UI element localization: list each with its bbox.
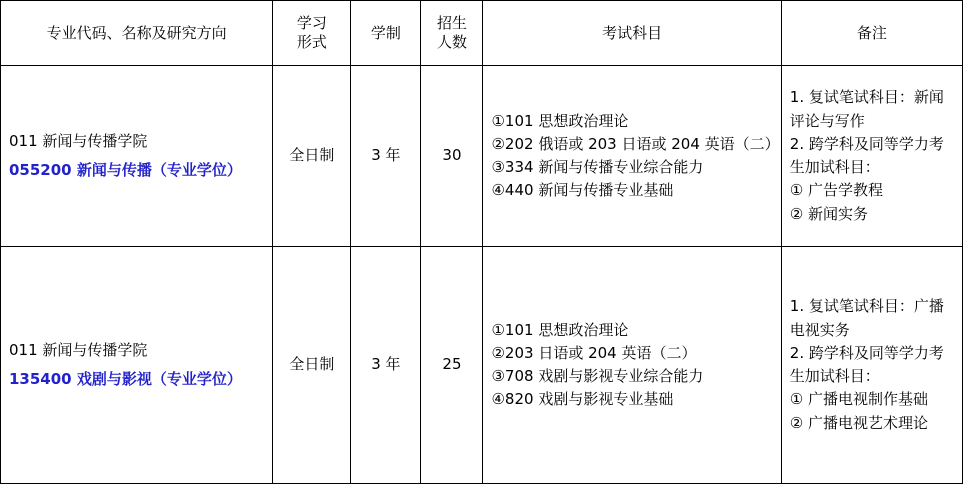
header-quota: [421, 1, 483, 66]
header-subjects-line1: 考试科目: [602, 23, 663, 42]
subject-item: ④440 新闻与传播专业基础: [491, 181, 674, 200]
length-cell: 3 年: [351, 66, 421, 247]
header-quota-line1: 招生: [436, 14, 467, 33]
subject-item: ④820 戏剧与影视专业基础: [491, 390, 674, 409]
remark-item: ① 广告学教程: [789, 181, 883, 200]
remark-item: 1. 复试笔试科目：广播电视实务: [789, 297, 944, 339]
major-name: 135400 戏剧与影视（专业学位）: [9, 369, 242, 388]
remarks-cell: [781, 66, 962, 247]
table-header-row: [1, 1, 963, 66]
header-length: [351, 1, 421, 66]
remark-item: ① 广播电视制作基础: [789, 390, 928, 409]
remark-item: 2. 跨学科及同等学力考生加试科目：: [789, 343, 944, 385]
header-quota-line2: 人数: [436, 33, 467, 51]
mode-cell: 全日制: [273, 247, 351, 484]
header-remarks: [781, 1, 962, 66]
header-major: [1, 1, 273, 66]
header-major-line1: 专业代码、名称及研究方向: [46, 23, 227, 42]
header-length-line1: 学制: [370, 23, 401, 42]
remark-item: ② 广播电视艺术理论: [789, 413, 928, 432]
major-cell: [1, 247, 273, 484]
mode-cell: 全日制: [273, 66, 351, 247]
table-row: [1, 66, 963, 247]
table-row: [1, 247, 963, 484]
remark-item: ② 新闻实务: [789, 204, 868, 223]
subject-item: ②202 俄语或 203 日语或 204 英语（二）: [491, 134, 780, 153]
quota-cell: 25: [421, 247, 483, 484]
subject-item: ③334 新闻与传播专业综合能力: [491, 158, 704, 176]
remark-item: 2. 跨学科及同等学力考生加试科目：: [789, 134, 944, 176]
subject-item: ③708 戏剧与影视专业综合能力: [491, 367, 704, 385]
length-cell: 3 年: [351, 247, 421, 484]
major-college: 011 新闻与传播学院: [9, 132, 148, 151]
remark-item: 1. 复试笔试科目：新闻评论与写作: [789, 88, 944, 130]
major-name: 055200 新闻与传播（专业学位）: [9, 160, 242, 179]
major-college: 011 新闻与传播学院: [9, 341, 148, 360]
header-subjects: [483, 1, 781, 66]
subject-item: ①101 思想政治理论: [491, 320, 629, 339]
header-mode-line2: 形式: [296, 33, 327, 51]
table-body: [1, 66, 963, 484]
remarks-cell: [781, 247, 962, 484]
header-mode-line1: 学习: [296, 14, 327, 33]
subjects-cell: [483, 247, 781, 484]
quota-cell: 30: [421, 66, 483, 247]
header-remarks-line1: 备注: [856, 23, 887, 42]
subject-item: ①101 思想政治理论: [491, 111, 629, 130]
major-cell: [1, 66, 273, 247]
subject-item: ②203 日语或 204 英语（二）: [491, 343, 697, 362]
table-header: [1, 1, 963, 66]
subjects-cell: [483, 66, 781, 247]
header-mode: [273, 1, 351, 66]
